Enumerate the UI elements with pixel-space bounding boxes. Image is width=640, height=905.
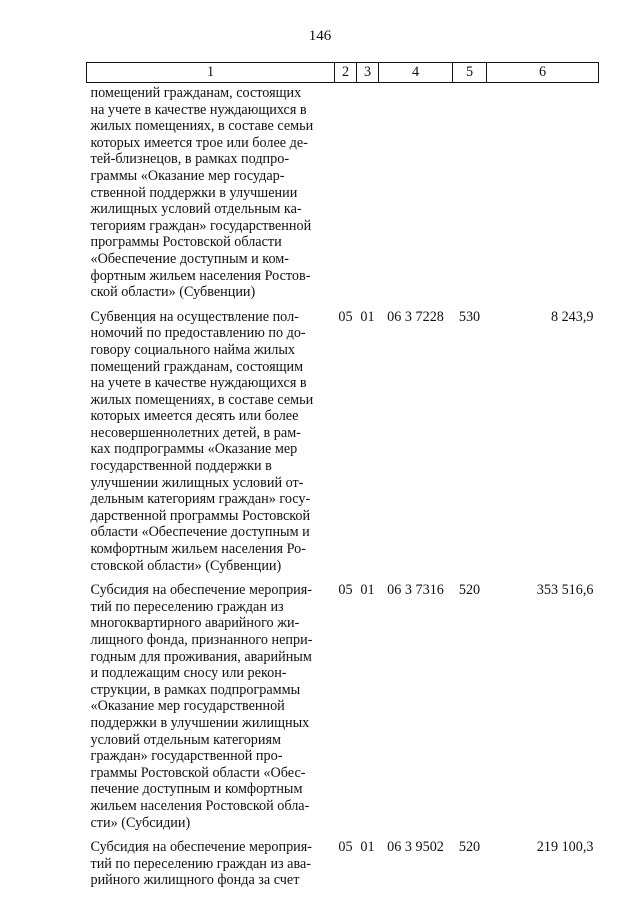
header-col-5: 5 bbox=[453, 63, 487, 83]
row-description: Субсидия на обеспечение мероприя- тий по переселению граждан из ава- рийного жилищного фонда за счет bbox=[90, 839, 313, 889]
row-amount bbox=[487, 83, 599, 309]
row-expense-type: 520 bbox=[458, 582, 481, 599]
row-expense-type bbox=[453, 83, 487, 309]
row-subsection: 01 bbox=[360, 839, 375, 856]
row-expense-type: 520 bbox=[458, 839, 481, 856]
row-target-code: 06 3 7228 bbox=[387, 308, 444, 325]
table-row bbox=[87, 83, 599, 309]
table-header-row bbox=[87, 63, 599, 83]
row-description: помещений гражданам, состоящих на учете в качестве нуждающихся в жилых помещениях, в составе семьи которых имеется трое или более де- тей-близнецов, в рамках подпро- граммы «Оказание мер государ- ственной поддержки в улучшении жилищных условий отдельным ка- тегориям граждан» государственной программы Ростовской области «Обеспечение доступным и ком- фортным жильем населения Ростов- ской области» (Субвенции) bbox=[90, 85, 314, 301]
row-description: Субвенция на осуществление пол- номочий по предоставлению по до- говору социального найма жилых помещений гражданам, состоящим на учете в качестве нуждающихся в жилых помещениях, в составе семьи которых имеется десять или более несовершеннолетних детей, в рам- ках подпрограммы «Оказание мер государственной поддержки в улучшении жилищных условий от- дельным категориям граждан» госу- дарственной программы Ростовской области «Обеспечение доступным и комфортным жильем населения Ро- стовской области» (Субвенции) bbox=[90, 308, 314, 574]
table-row bbox=[87, 582, 599, 839]
row-subsection bbox=[357, 83, 379, 309]
row-amount: 353 516,6 bbox=[536, 582, 594, 599]
row-target-code bbox=[379, 83, 453, 309]
header-col-2: 2 bbox=[335, 63, 357, 83]
row-amount: 219 100,3 bbox=[536, 839, 594, 856]
table-row bbox=[87, 309, 599, 583]
row-target-code: 06 3 7316 bbox=[387, 582, 444, 599]
header-col-3: 3 bbox=[357, 63, 379, 83]
header-col-1: 1 bbox=[87, 63, 335, 83]
row-expense-type: 530 bbox=[458, 308, 481, 325]
budget-table bbox=[86, 62, 599, 897]
row-amount: 8 243,9 bbox=[550, 308, 594, 325]
page-number: 146 bbox=[308, 28, 332, 44]
row-subsection: 01 bbox=[360, 308, 375, 325]
header-col-6: 6 bbox=[487, 63, 599, 83]
row-subsection: 01 bbox=[360, 582, 375, 599]
row-section bbox=[335, 83, 357, 309]
row-section: 05 bbox=[338, 308, 353, 325]
row-section: 05 bbox=[338, 839, 353, 856]
row-section: 05 bbox=[338, 582, 353, 599]
header-col-4: 4 bbox=[379, 63, 453, 83]
row-description: Субсидия на обеспечение мероприя- тий по переселению граждан из многоквартирного аварийного жи- лищного фонда, признанного непри- годным для проживания, аварийным и подлежащим сносу или рекон- струкции, в рамках подпрограммы «Оказание мер государственной поддержки в улучшении жилищных условий отдельным категориям граждан» государственной про- граммы Ростовской области «Обес- печение доступным и комфортным жильем населения Ростовской обла- сти» (Субсидии) bbox=[90, 582, 313, 831]
table-row bbox=[87, 839, 599, 897]
row-target-code: 06 3 9502 bbox=[387, 839, 444, 856]
